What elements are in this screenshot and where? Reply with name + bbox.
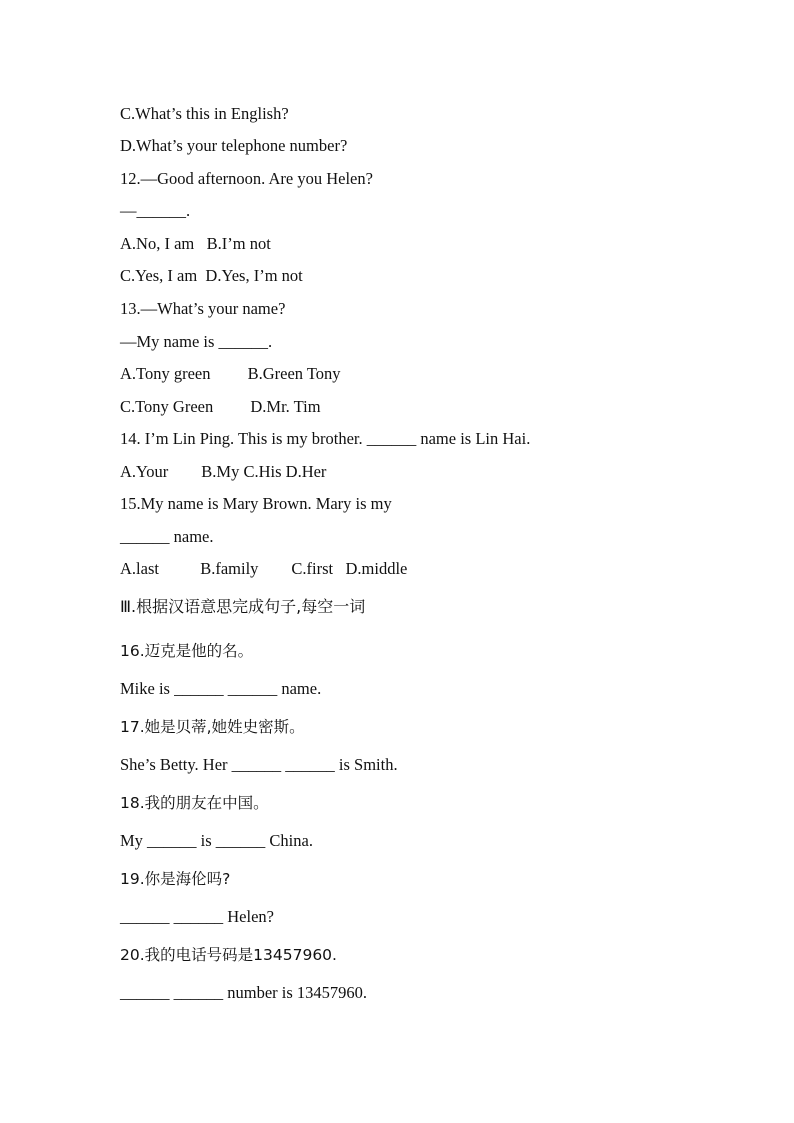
question-12-answer-blank: —______. — [120, 201, 191, 220]
question-13-prompt: 13.—What’s your name? — [120, 299, 286, 318]
question-19-chinese: 19.你是海伦吗? — [120, 870, 231, 888]
question-15-prompt-line-2: ______ name. — [120, 527, 214, 546]
question-12-options-ab: A.No, I am B.I’m not — [120, 234, 271, 253]
question-15-options: A.last B.family C.first D.middle — [120, 559, 408, 578]
question-15-prompt-line-1: 15.My name is Mary Brown. Mary is my — [120, 494, 392, 513]
question-20-english: ______ ______ number is 13457960. — [120, 983, 368, 1002]
question-13-answer-blank: —My name is ______. — [120, 332, 273, 351]
question-20-chinese: 20.我的电话号码是13457960. — [120, 946, 337, 964]
question-17-chinese: 17.她是贝蒂,她姓史密斯。 — [120, 718, 305, 736]
question-11-option-c: C.What’s this in English? — [120, 104, 289, 123]
question-16-english: Mike is ______ ______ name. — [120, 679, 322, 698]
question-14-prompt: 14. I’m Lin Ping. This is my brother. ______ name is Lin Hai. — [120, 429, 531, 448]
question-16-chinese: 16.迈克是他的名。 — [120, 642, 254, 660]
question-13-options-cd: C.Tony Green D.Mr. Tim — [120, 397, 321, 416]
question-19-english: ______ ______ Helen? — [120, 907, 274, 926]
question-13-options-ab: A.Tony green B.Green Tony — [120, 364, 341, 383]
section-iii-heading: Ⅲ.根据汉语意思完成句子,每空一词 — [120, 597, 366, 616]
question-12-options-cd: C.Yes, I am D.Yes, I’m not — [120, 266, 303, 285]
question-12-prompt: 12.—Good afternoon. Are you Helen? — [120, 169, 373, 188]
question-11-option-d: D.What’s your telephone number? — [120, 136, 348, 155]
question-14-options: A.Your B.My C.His D.Her — [120, 462, 327, 481]
question-18-english: My ______ is ______ China. — [120, 831, 313, 850]
question-18-chinese: 18.我的朋友在中国。 — [120, 794, 269, 812]
question-17-english: She’s Betty. Her ______ ______ is Smith. — [120, 755, 398, 774]
